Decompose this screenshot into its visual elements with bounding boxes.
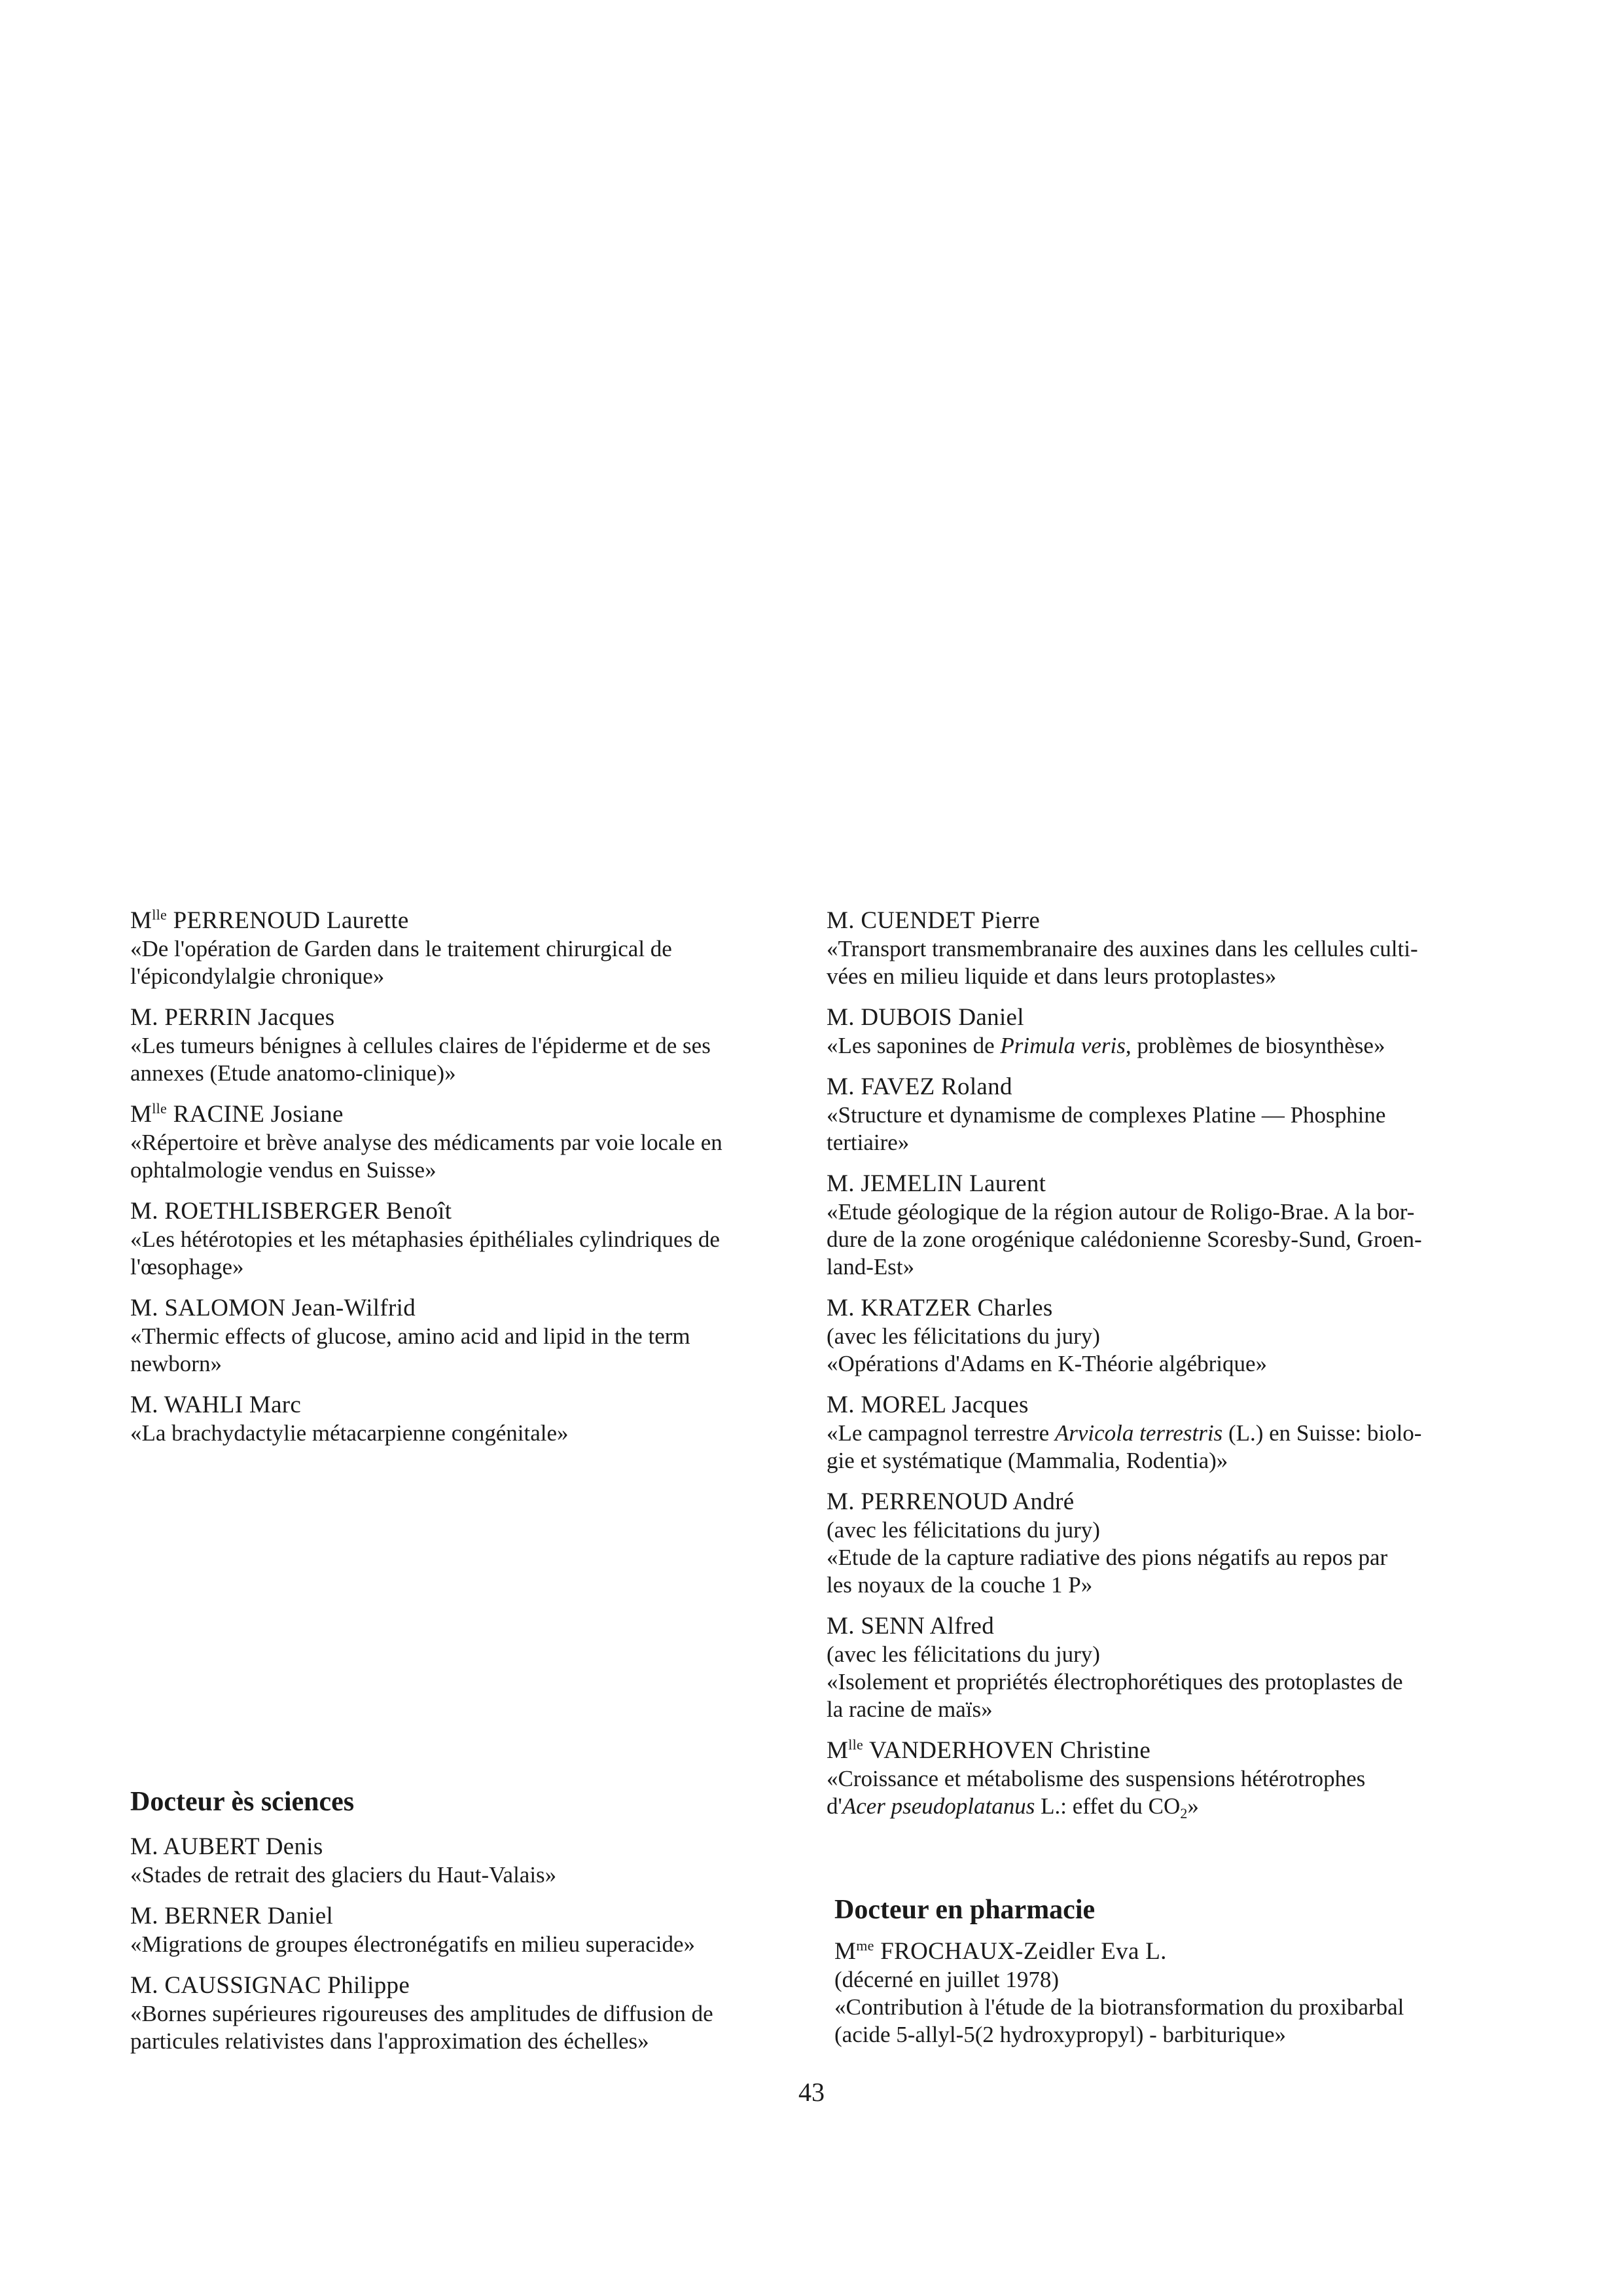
thesis-title-line: «Thermic effects of glucose, amino acid and lipid in the term [130,1323,690,1349]
thesis-entry [827,1391,1489,1475]
section-heading-sciences: Docteur ès sciences [130,1787,355,1817]
thesis-entry [827,1294,1489,1378]
thesis-title-line: «Etude géologique de la région autour de Roligo-Brae. A la bor- [827,1199,1415,1225]
distinction-note: (avec les félicitations du jury) [827,1641,1100,1667]
candidate-name: M. PERRIN Jacques [130,1004,335,1031]
thesis-entry [130,1100,793,1184]
thesis-title-line: «Les hétérotopies et les métaphasies épithéliales cylindriques de [130,1227,720,1252]
section-heading-pharmacie: Docteur en pharmacie [834,1895,1096,1925]
distinction-note: (avec les félicitations du jury) [827,1517,1100,1543]
candidate-name: M. BERNER Daniel [130,1903,334,1929]
candidate-name: M. SALOMON Jean-Wilfrid [130,1295,416,1321]
page-number: 43 [798,2077,825,2107]
thesis-title-line: «Les saponines de Primula veris, problèmes de biosynthèse» [827,1033,1385,1058]
thesis-entry [834,1937,1497,2049]
thesis-entry [827,906,1489,990]
thesis-title-line: «Contribution à l'étude de la biotransformation du proxibarbal [834,1994,1404,2020]
thesis-entry [827,1488,1489,1599]
thesis-entry [827,1612,1489,1723]
thesis-title-line: ophtalmologie vendus en Suisse» [130,1157,437,1183]
thesis-entry [827,1170,1489,1281]
thesis-entry [827,1736,1489,1820]
thesis-entry [827,1073,1489,1157]
sciences-list [130,1833,793,2068]
thesis-title-line: «De l'opération de Garden dans le traitement chirurgical de [130,936,672,961]
thesis-title-line: l'épicondylalgie chronique» [130,963,385,989]
thesis-title-line: «Bornes supérieures rigoureuses des amplitudes de diffusion de [130,2001,713,2026]
thesis-title-line: «Etude de la capture radiative des pions négatifs au repos par [827,1545,1388,1570]
thesis-entry [130,1294,793,1378]
candidate-name: M. JEMELIN Laurent [827,1170,1046,1197]
thesis-title-line: «Répertoire et brève analyse des médicaments par voie locale en [130,1130,722,1155]
thesis-entry [130,1197,793,1281]
candidate-name: M. FAVEZ Roland [827,1073,1012,1100]
candidate-name: M. SENN Alfred [827,1613,995,1640]
candidate-name: $M^{lle}$ VANDERHOVEN Christine [827,1736,1151,1764]
candidate-name: $M^{lle}$ RACINE Josiane [130,1100,344,1128]
candidate-name: M. CUENDET Pierre [827,907,1041,934]
thesis-title-line: «Le campagnol terrestre Arvicola terrestris (L.) en Suisse: biolo- [827,1420,1422,1446]
distinction-note: (avec les félicitations du jury) [827,1323,1100,1349]
thesis-entry [827,1003,1489,1060]
left-column [130,906,793,1460]
thesis-title-line: (acide 5-allyl-5(2 hydroxypropyl) - barbiturique» [834,2022,1287,2047]
thesis-title-line: «Isolement et propriétés électrophorétiques des protoplastes de [827,1669,1403,1695]
thesis-title-line: «Stades de retrait des glaciers du Haut-Valais» [130,1862,557,1888]
candidate-name: $M^{lle}$ PERRENOUD Laurette [130,906,409,934]
thesis-entry [130,906,793,990]
candidate-name: M. ROETHLISBERGER Benoît [130,1198,452,1225]
thesis-title-line: vées en milieu liquide et dans leurs protoplastes» [827,963,1277,989]
thesis-entry [130,1391,793,1447]
thesis-title-line: tertiaire» [827,1130,910,1155]
thesis-title-line: newborn» [130,1351,222,1376]
thesis-title-line: «Opérations d'Adams en K-Théorie algébrique» [827,1351,1268,1376]
candidate-name: M. DUBOIS Daniel [827,1004,1024,1031]
thesis-title-line: d'Acer pseudoplatanus L.: effet du $CO_2$» [827,1793,1199,1821]
candidate-name: $M^{me}$ FROCHAUX-Zeidler Eva L. [834,1937,1167,1965]
thesis-title-line: particules relativistes dans l'approximation des échelles» [130,2028,649,2054]
thesis-title-line: l'œsophage» [130,1254,244,1280]
thesis-title-line: «Structure et dynamisme de complexes Platine — Phosphine [827,1102,1386,1128]
thesis-title-line: «Croissance et métabolisme des suspensions hétérotrophes [827,1766,1366,1791]
thesis-title-line: «Migrations de groupes électronégatifs en milieu superacide» [130,1931,696,1957]
thesis-entry [130,1833,793,1889]
thesis-title-line: annexes (Etude anatomo-clinique)» [130,1060,456,1086]
candidate-name: M. PERRENOUD André [827,1488,1075,1515]
thesis-title-line: gie et systématique (Mammalia, Rodentia)» [827,1448,1228,1473]
thesis-title-line: dure de la zone orogénique calédonienne Scoresby-Sund, Groen- [827,1227,1422,1252]
right-column [827,906,1489,1833]
thesis-title-line: «Les tumeurs bénignes à cellules claires de l'épiderme et de ses [130,1033,711,1058]
thesis-entry [130,1902,793,1958]
thesis-title-line: «Transport transmembranaire des auxines dans les cellules culti- [827,936,1418,961]
thesis-title-line: land-Est» [827,1254,915,1280]
thesis-title-line: «La brachydactylie métacarpienne congénitale» [130,1420,569,1446]
candidate-name: M. KRATZER Charles [827,1295,1053,1321]
thesis-entry [130,1971,793,2055]
candidate-name: M. CAUSSIGNAC Philippe [130,1972,410,1999]
award-date-note: (décerné en juillet 1978) [834,1967,1060,1992]
candidate-name: M. WAHLI Marc [130,1391,302,1418]
thesis-title-line: la racine de maïs» [827,1696,993,1722]
candidate-name: M. MOREL Jacques [827,1391,1029,1418]
pharmacie-list [834,1937,1497,2062]
thesis-entry [130,1003,793,1087]
candidate-name: M. AUBERT Denis [130,1833,323,1860]
thesis-title-line: les noyaux de la couche 1 P» [827,1572,1093,1598]
